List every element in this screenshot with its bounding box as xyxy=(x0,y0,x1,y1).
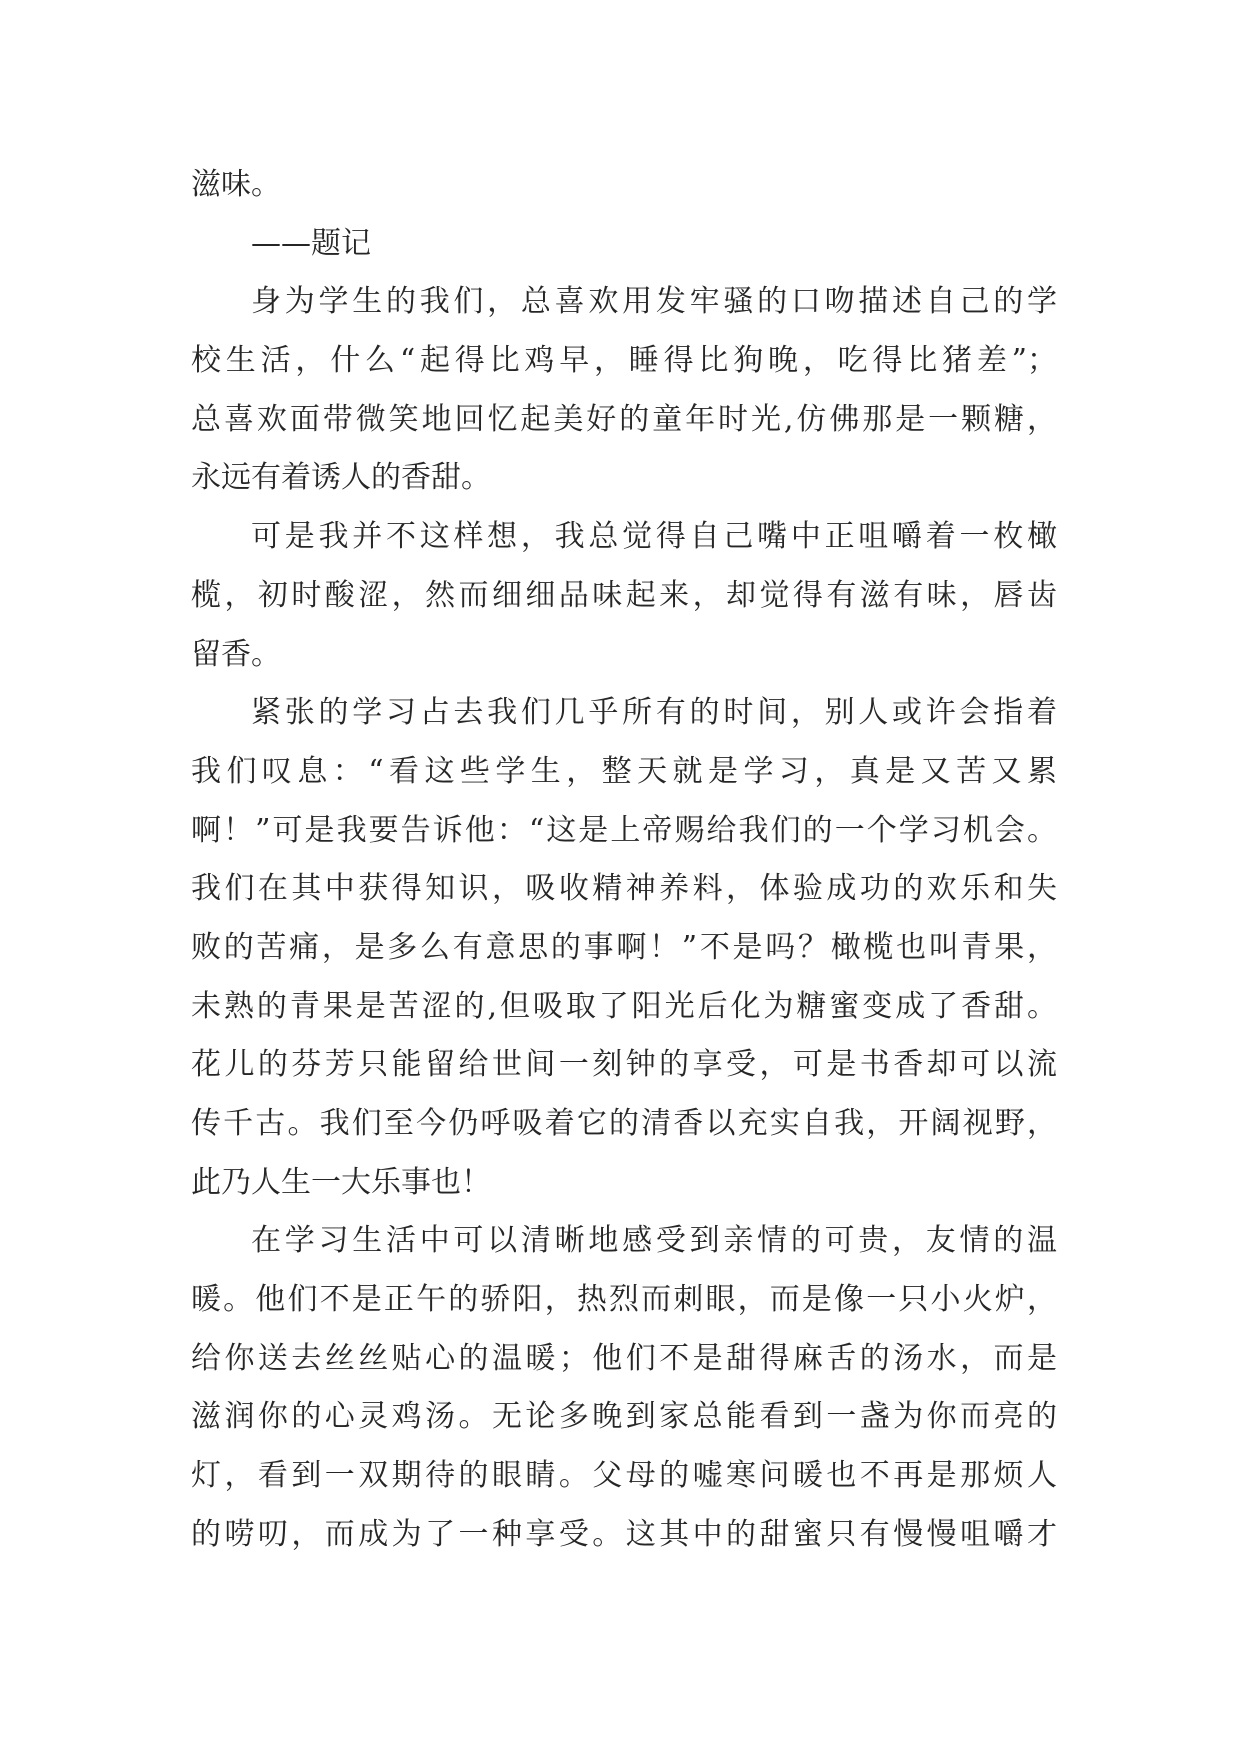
text-line: 校生活，什么“起得比鸡早，睡得比狗晚，吃得比猪差”； xyxy=(191,343,1057,379)
text-line: 留香。 xyxy=(191,636,281,672)
text-line: 可是我并不这样想，我总觉得自己嘴中正咀嚼着一枚橄 xyxy=(251,519,1057,555)
text-line: 未熟的青果是苦涩的,但吸取了阳光后化为糖蜜变成了香甜。 xyxy=(191,988,1057,1024)
text-line: 滋润你的心灵鸡汤。无论多晚到家总能看到一盏为你而亮的 xyxy=(191,1399,1057,1435)
text-line: 紧张的学习占去我们几乎所有的时间，别人或许会指着 xyxy=(251,695,1057,731)
text-line: 啊！”可是我要告诉他：“这是上帝赐给我们的一个学习机会。 xyxy=(191,812,1057,848)
text-line: 花儿的芬芳只能留给世间一刻钟的享受，可是书香却可以流 xyxy=(191,1047,1057,1083)
text-line: 我们叹息：“看这些学生，整天就是学习，真是又苦又累 xyxy=(191,753,1057,789)
text-line: 我们在其中获得知识，吸收精神养料，体验成功的欢乐和失 xyxy=(191,871,1057,907)
text-line: 的唠叨，而成为了一种享受。这其中的甜蜜只有慢慢咀嚼才 xyxy=(191,1516,1057,1552)
text-line: 滋味。 xyxy=(191,167,281,202)
text-line: 暖。他们不是正午的骄阳，热烈而刺眼，而是像一只小火炉， xyxy=(191,1282,1057,1318)
essay-body xyxy=(191,156,1057,1565)
text-line: 灯，看到一双期待的眼睛。父母的嘘寒问暖也不再是那烦人 xyxy=(191,1458,1057,1494)
text-line: 在学习生活中可以清晰地感受到亲情的可贵，友情的温 xyxy=(251,1223,1057,1259)
text-line: 总喜欢面带微笑地回忆起美好的童年时光,仿佛那是一颗糖， xyxy=(191,401,1057,437)
text-line: 身为学生的我们，总喜欢用发牢骚的口吻描述自己的学 xyxy=(251,284,1057,320)
text-line: ——题记 xyxy=(251,225,371,261)
text-line: 此乃人生一大乐事也！ xyxy=(191,1164,491,1200)
text-line: 榄，初时酸涩，然而细细品味起来，却觉得有滋有味，唇齿 xyxy=(191,577,1057,613)
text-line: 永远有着诱人的香甜。 xyxy=(191,460,491,496)
text-line: 传千古。我们至今仍呼吸着它的清香以充实自我，开阔视野， xyxy=(191,1106,1057,1141)
text-line: 败的苦痛，是多么有意思的事啊！”不是吗？橄榄也叫青果， xyxy=(191,929,1057,965)
text-line: 给你送去丝丝贴心的温暖；他们不是甜得麻舌的汤水，而是 xyxy=(191,1340,1057,1376)
